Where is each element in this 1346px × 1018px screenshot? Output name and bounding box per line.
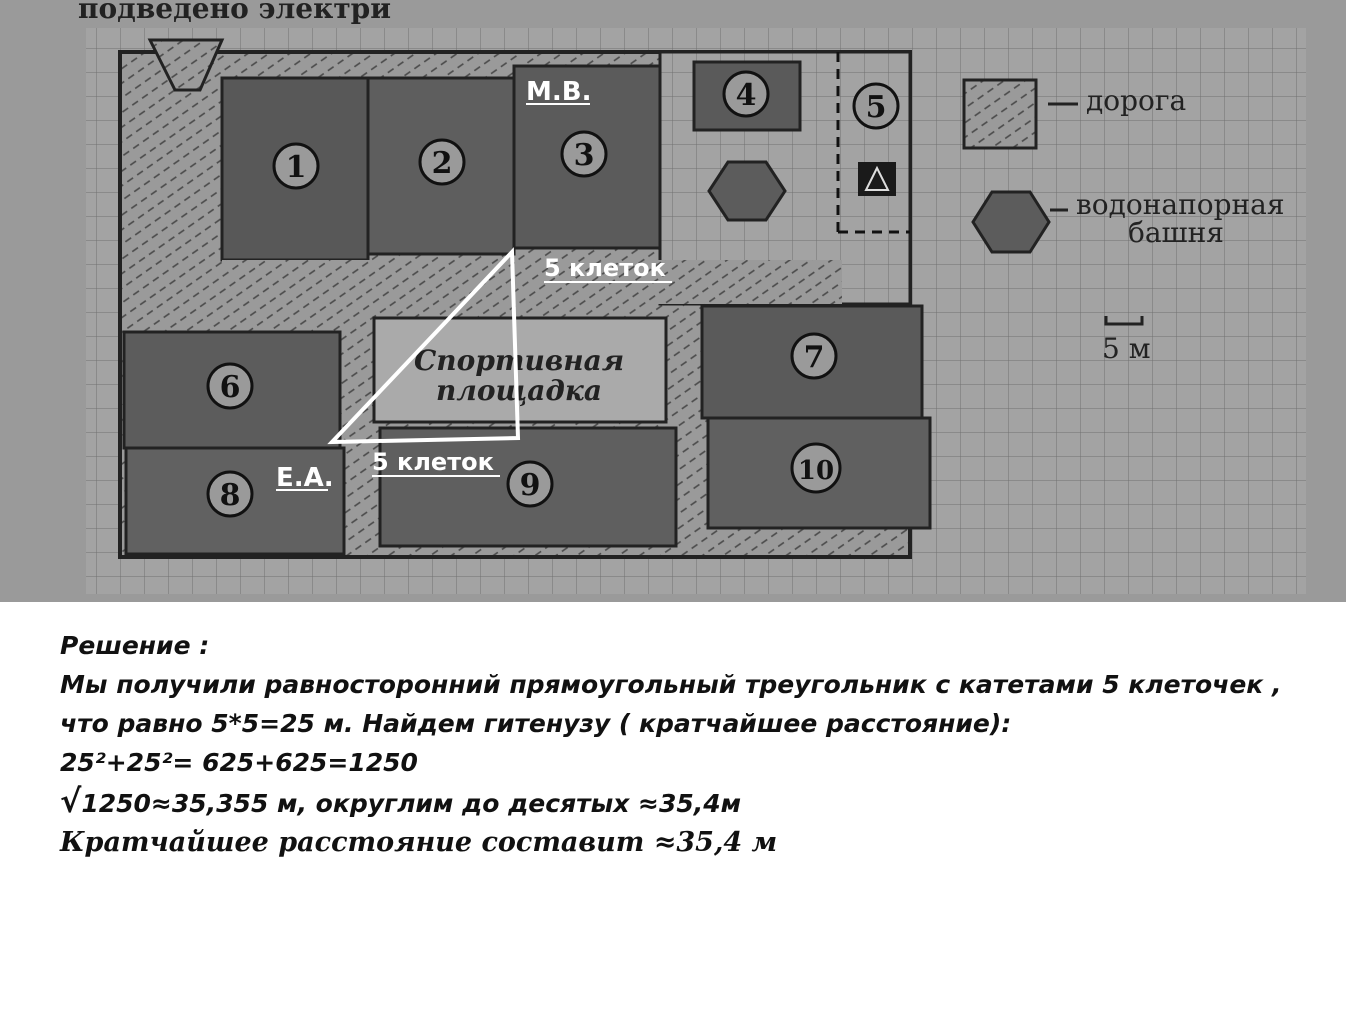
solution-text — [60, 626, 1320, 862]
solution-line-hypotenuse: что равно 5*5=25 м. Найдем гитенузу ( кратчайшее расстояние): — [60, 709, 1012, 738]
plot-number-8: 8 — [219, 478, 241, 513]
plot-number-3: 3 — [573, 138, 595, 173]
solution-line-sqrt — [60, 782, 1320, 823]
solution-answer: Кратчайшее расстояние составит ≈35,4 м — [60, 827, 778, 858]
label-mv: М.В. — [526, 77, 592, 107]
sqrt-symbol: √ — [60, 782, 82, 820]
plot-number-1: 1 — [285, 150, 307, 185]
solution-sqrt-value: 1250≈35,355 м, округлим до десятых ≈35,4м — [81, 789, 742, 818]
plot-number-7: 7 — [803, 340, 825, 375]
plot-number-5: 5 — [865, 90, 887, 125]
solution-heading: Решение : — [60, 631, 210, 660]
top-text: подведено электри — [78, 0, 392, 25]
sport-ground-line1: Спортивная — [414, 344, 625, 377]
legend-scale-label: 5 м — [1102, 332, 1151, 365]
legend-tower-label-1: водонапорная — [1076, 188, 1285, 221]
plot-number-9: 9 — [519, 468, 541, 503]
plot-number-2: 2 — [431, 146, 453, 181]
label-horizontal-leg: 5 клеток — [372, 448, 494, 476]
solution-line-squares: 25²+25²= 625+625=1250 — [60, 748, 418, 777]
label-ea: Е.А. — [276, 463, 334, 493]
legend-tower-label-2: башня — [1128, 216, 1224, 249]
label-vertical-leg: 5 клеток — [544, 254, 666, 282]
plot-number-4: 4 — [735, 78, 757, 113]
plot-number-6: 6 — [219, 370, 241, 405]
solution-line-triangle: Мы получили равносторонний прямоугольный треугольник с катетами 5 клеточек , — [60, 670, 1282, 699]
legend-road-label: дорога — [1086, 84, 1187, 117]
sport-ground-line2: площадка — [436, 374, 602, 407]
legend-road-swatch — [964, 80, 1036, 148]
plot-number-10: 10 — [797, 456, 835, 486]
middle-road — [222, 260, 842, 304]
